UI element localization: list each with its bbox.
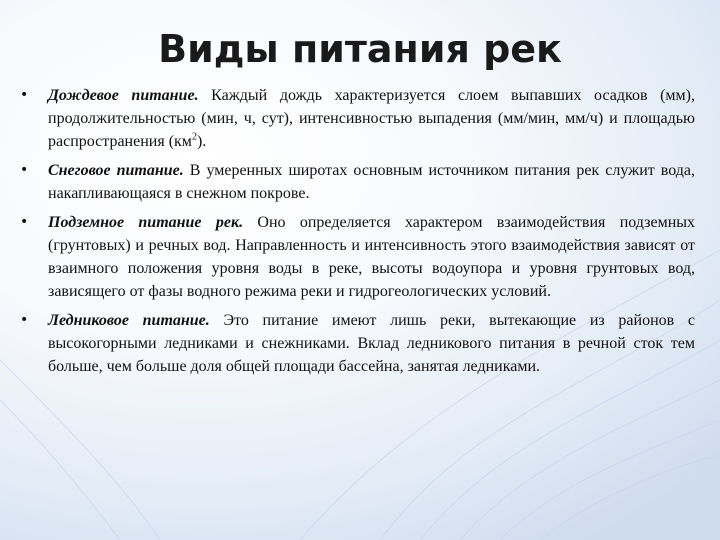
bullet-icon: •: [20, 87, 29, 103]
bullet-term: Дождевое питание.: [48, 87, 199, 104]
bullet-icon: •: [20, 214, 29, 230]
bullet-text-end: ).: [196, 133, 207, 150]
bullet-list: [18, 84, 695, 384]
bullet-text: Оно определяется характером взаимодействия подземных (грунтовых) и речных вод. Направленность и интенсивность этого взаимодействия зависят от взаимного положения уровня воды в реке, высоты водоупора и уровня грунтовых вод, зависящего от фазы водного режима реки и гидрогеологических условий.: [48, 214, 696, 300]
slide-title: Виды питания рек: [158, 27, 562, 71]
bullet-item-snow: [18, 159, 695, 205]
bullet-icon: •: [20, 162, 29, 178]
bullet-superscript: 2: [191, 131, 197, 143]
bullet-item-rain: [18, 84, 695, 153]
bullet-icon: •: [20, 312, 29, 328]
bullet-text: В умеренных широтах основным источником питания рек служит вода, накапливающаяся в снежном покрове.: [48, 162, 695, 202]
bullet-text: Каждый дождь характеризуется слоем выпавших осадков (мм), продолжительностью (мин, ч, сут), интенсивностью выпадения (мм/мин, мм/ч) и площадью распространения (км: [48, 87, 696, 150]
bullet-term: Подземное питание рек.: [48, 214, 244, 231]
bullet-term: Ледниковое питание.: [48, 312, 210, 329]
bullet-term: Снеговое питание.: [48, 162, 184, 179]
bullet-item-glacier: [18, 309, 695, 378]
bullet-text: Это питание имеют лишь реки, вытекающие из районов с высокогорными ледниками и снежниками. Вклад ледникового питания в речной сток тем больше, чем больше доля общей площади бассейна, занятая ледниками.: [48, 312, 696, 375]
bullet-item-groundwater: [18, 211, 695, 303]
